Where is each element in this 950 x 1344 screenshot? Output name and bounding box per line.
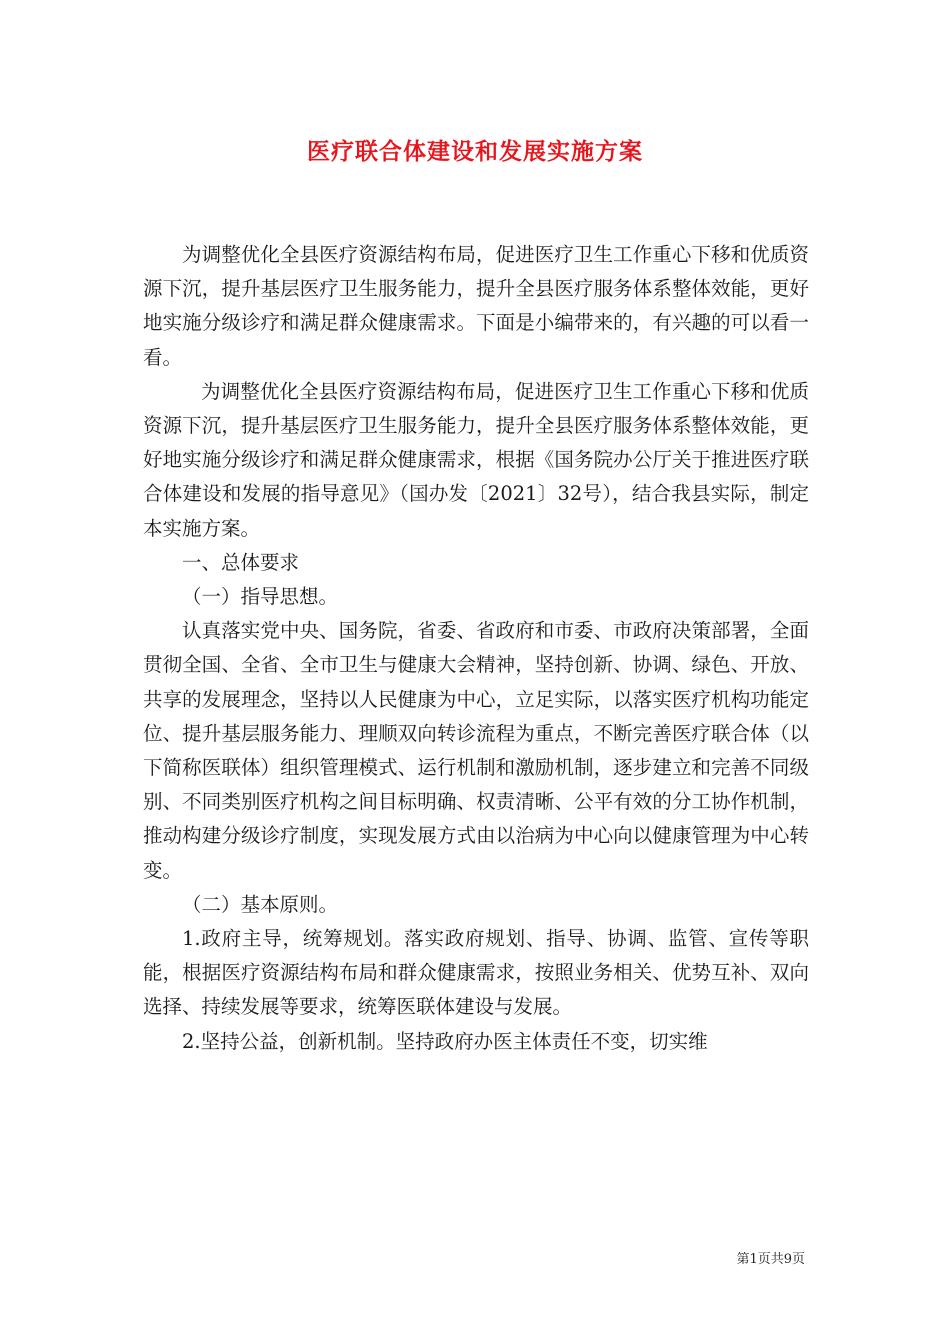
subsection-heading-basic-principles: （二）基本原则。 [182,892,339,916]
principle-1-paragraph: 1.政府主导，统筹规划。落实政府规划、指导、协调、监管、宣传等职能，根据医疗资源结构布局和群众健康需求，按照业务相关、优势互补、双向选择、持续发展等要求，统筹医联体建设与发展。 [143,927,809,1019]
preamble-paragraph: 为调整优化全县医疗资源结构布局，促进医疗卫生工作重心下移和优质资源下沉，提升基层医疗卫生服务能力，提升全县医疗服务体系整体效能，更好地实施分级诊疗和满足群众健康需求，根据《国务院办公厅关于推进医疗联合体建设和发展的指导意见》（国办发〔2021〕32号），结合我县实际，制定本实施方案。 [143,379,809,540]
page-number-footer: 第1页共9页 [736,1252,805,1267]
intro-paragraph: 为调整优化全县医疗资源结构布局，促进医疗卫生工作重心下移和优质资源下沉，提升基层医疗卫生服务能力，提升全县医疗服务体系整体效能，更好地实施分级诊疗和满足群众健康需求。下面是小编带来的，有兴趣的可以看一看。 [143,243,809,369]
document-title: 医疗联合体建设和发展实施方案 [307,138,643,165]
document-body [143,238,809,1059]
section-heading-general-requirements: 一、总体要求 [182,550,300,574]
guiding-thought-paragraph: 认真落实党中央、国务院，省委、省政府和市委、市政府决策部署，全面贯彻全国、全省、全市卫生与健康大会精神，坚持创新、协调、绿色、开放、共享的发展理念，坚持以人民健康为中心，立足实际，以落实医疗机构功能定位、提升基层服务能力、理顺双向转诊流程为重点，不断完善医疗联合体（以下简称医联体）组织管理模式、运行机制和激励机制，逐步建立和完善不同级别、不同类别医疗机构之间目标明确、权责清晰、公平有效的分工协作机制，推动构建分级诊疗制度，实现发展方式由以治病为中心向以健康管理为中心转变。 [143,619,809,882]
principle-2-paragraph: 2.坚持公益，创新机制。坚持政府办医主体责任不变，切实维 [182,1029,708,1053]
subsection-heading-guiding-thought: （一）指导思想。 [182,585,339,609]
